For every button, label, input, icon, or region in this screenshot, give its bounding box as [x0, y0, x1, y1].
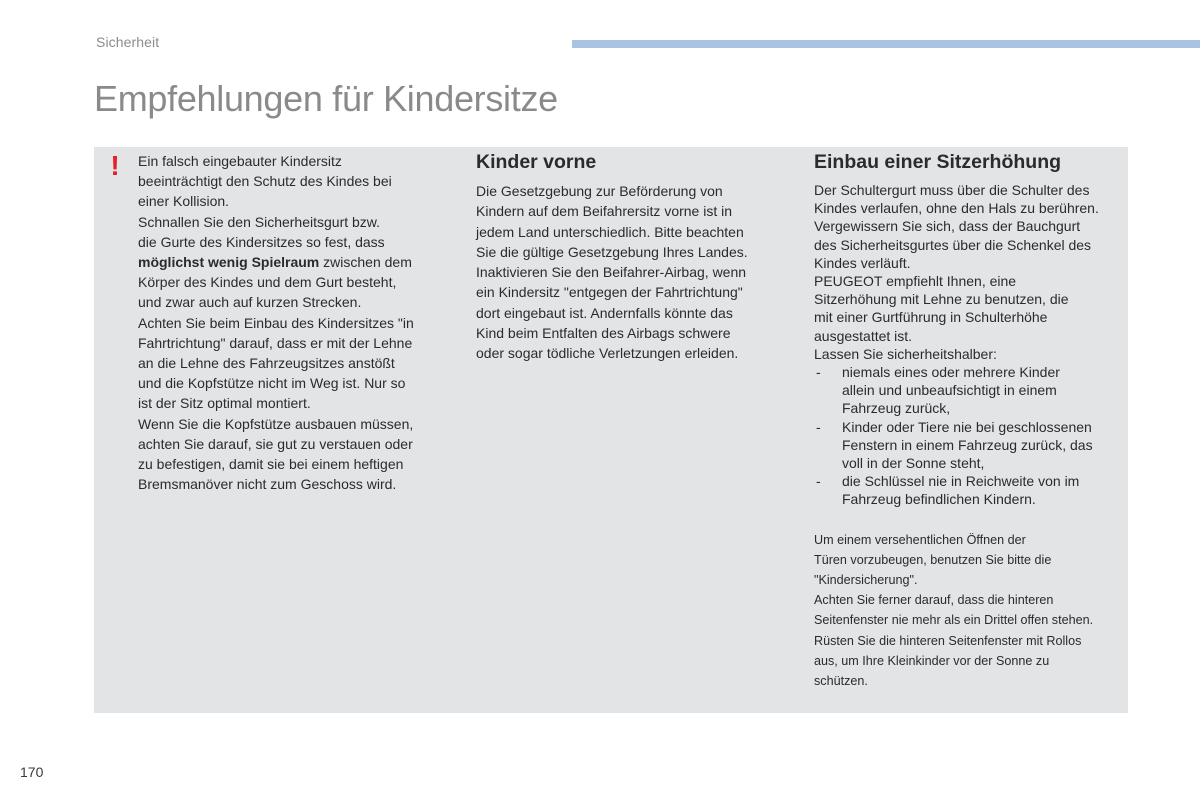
note-line: Um einem versehentlichen Öffnen der	[814, 532, 1026, 547]
text-line: achten Sie darauf, sie gut zu verstauen oder	[138, 435, 413, 452]
list-item-line: - niemals eines oder mehrere Kinder	[842, 364, 1060, 381]
text-line: einer Kollision.	[138, 193, 230, 210]
list-item	[814, 418, 1124, 473]
section-label: Sicherheit	[96, 34, 160, 50]
note-line: Rüsten Sie die hinteren Seitenfenster mit Rollos	[814, 633, 1082, 648]
booster-list	[814, 363, 1124, 509]
text-line: Kindes verläuft.	[814, 254, 911, 271]
note-line: "Kindersicherung".	[814, 573, 918, 588]
list-item	[814, 472, 1124, 508]
list-item-line: Fahrzeug befindlichen Kindern.	[842, 491, 1036, 508]
text-line: Achten Sie beim Einbau des Kindersitzes "in	[138, 314, 414, 331]
text-line: oder sogar tödliche Verletzungen erleiden.	[476, 345, 739, 362]
note-line: Seitenfenster nie mehr als ein Drittel offen stehen.	[814, 613, 1094, 628]
list-item	[814, 363, 1124, 418]
text-line: Fahrtrichtung" darauf, dass er mit der Lehne	[138, 334, 413, 351]
warning-column	[138, 151, 456, 494]
text-line: die Gurte des Kindersitzes so fest, dass	[138, 233, 385, 250]
page-title: Empfehlungen für Kindersitze	[94, 78, 558, 119]
text-line: Lassen Sie sicherheitshalber:	[814, 345, 997, 362]
text-line: Kind beim Entfalten des Airbags schwere	[476, 325, 731, 342]
list-item-line: - Kinder oder Tiere nie bei geschlossenen	[842, 418, 1092, 435]
warning-bold-line	[138, 252, 456, 272]
child-lock-note	[814, 530, 1124, 692]
text-line: ausgestattet ist.	[814, 327, 913, 344]
note-line: Türen vorzubeugen, benutzen Sie bitte die	[814, 552, 1052, 567]
booster-heading: Einbau einer Sitzerhöhung	[814, 151, 1062, 173]
booster-column	[814, 150, 1124, 691]
text-line: PEUGEOT empfiehlt Ihnen, eine	[814, 273, 1017, 290]
text-line: Kindes verlaufen, ohne den Hals zu berühren.	[814, 200, 1099, 217]
text-line: zu befestigen, damit sie bei einem heftigen	[138, 456, 404, 473]
text-line: Der Schultergurt muss über die Schulter des	[814, 182, 1090, 198]
text-line: beeinträchtigt den Schutz des Kindes bei	[138, 173, 392, 190]
warning-bold-phrase: möglichst wenig Spielraum	[138, 254, 320, 271]
front-seat-heading: Kinder vorne	[476, 151, 597, 173]
text-line: und zwar auch auf kurzen Strecken.	[138, 294, 362, 311]
text-line: ist der Sitz optimal montiert.	[138, 395, 311, 412]
note-line: Achten Sie ferner darauf, dass die hinteren	[814, 593, 1054, 608]
exclamation-icon: !	[110, 150, 120, 181]
front-seat-text	[476, 181, 796, 364]
front-seat-column	[476, 150, 796, 364]
text-line: Inaktivieren Sie den Beifahrer-Airbag, wenn	[476, 264, 747, 281]
text-line: dort eingebaut ist. Andernfalls könnte das	[476, 304, 733, 321]
text-line: ein Kindersitz "entgegen der Fahrtrichtung"	[476, 284, 743, 301]
booster-paragraph	[814, 181, 1124, 363]
text-line: Die Gesetzgebung zur Beförderung von	[476, 183, 723, 199]
list-item-line: voll in der Sonne steht,	[842, 455, 985, 472]
text-line: und die Kopfstütze nicht im Weg ist. Nur so	[138, 375, 406, 392]
note-line: aus, um Ihre Kleinkinder vor der Sonne zu	[814, 653, 1050, 668]
text-line: Kindern auf dem Beifahrersitz vorne ist in	[476, 203, 733, 220]
note-line: schützen.	[814, 674, 868, 689]
text-line: an die Lehne des Fahrzeugsitzes anstößt	[138, 355, 395, 372]
page-number: 170	[20, 764, 44, 780]
text-line: Bremsmanöver nicht zum Geschoss wird.	[138, 476, 397, 493]
text-line: mit einer Gurtführung in Schulterhöhe	[814, 309, 1048, 326]
text-line: Wenn Sie die Kopfstütze ausbauen müssen,	[138, 415, 414, 432]
text-line: Körper des Kindes und dem Gurt besteht,	[138, 274, 397, 291]
list-item-line: - die Schlüssel nie in Reichweite von im	[842, 473, 1080, 490]
booster-text	[814, 181, 1124, 509]
text-line: des Sicherheitsgurtes über die Schenkel des	[814, 236, 1092, 253]
text-line: Schnallen Sie den Sicherheitsgurt bzw.	[138, 213, 381, 230]
text-line: jedem Land unterschiedlich. Bitte beachten	[476, 223, 744, 240]
warning-after-bold: zwischen dem	[319, 254, 412, 271]
list-item-line: Fenstern in einem Fahrzeug zurück, das	[842, 436, 1093, 453]
list-item-line: Fahrzeug zurück,	[842, 400, 951, 417]
warning-text-part1	[138, 151, 456, 252]
warning-text-part2	[138, 272, 456, 494]
list-item-line: allein und unbeaufsichtigt in einem	[842, 382, 1057, 399]
text-line: Ein falsch eingebauter Kindersitz	[138, 153, 342, 169]
text-line: Sitzerhöhung mit Lehne zu benutzen, die	[814, 291, 1069, 308]
text-line: Vergewissern Sie sich, dass der Bauchgurt	[814, 218, 1081, 235]
text-line: Sie die gültige Gesetzgebung Ihres Landes.	[476, 243, 748, 260]
header-accent-bar	[572, 40, 1200, 48]
